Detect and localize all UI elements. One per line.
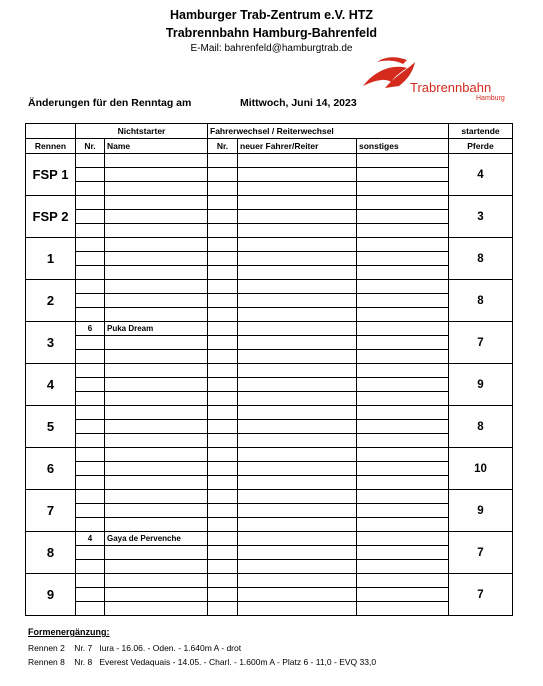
misc-cell bbox=[357, 518, 449, 532]
raceday-date: Mittwoch, Juni 14, 2023 bbox=[240, 97, 357, 109]
nonstarter-name bbox=[105, 378, 208, 392]
driver-change-nr bbox=[208, 574, 238, 588]
nonstarter-name bbox=[105, 266, 208, 280]
nonstarter-nr bbox=[76, 560, 105, 574]
driver-change-nr bbox=[208, 224, 238, 238]
table-header-row-2 bbox=[26, 139, 513, 154]
misc-cell bbox=[357, 490, 449, 504]
starting-horses: 7 bbox=[449, 322, 513, 364]
starting-horses: 8 bbox=[449, 406, 513, 448]
nonstarter-name bbox=[105, 294, 208, 308]
table-row bbox=[26, 294, 513, 308]
nonstarter-nr bbox=[76, 182, 105, 196]
table-row bbox=[26, 406, 513, 420]
misc-cell bbox=[357, 182, 449, 196]
nonstarter-name bbox=[105, 560, 208, 574]
nonstarter-nr bbox=[76, 280, 105, 294]
nonstarter-nr bbox=[76, 490, 105, 504]
new-driver bbox=[238, 434, 357, 448]
new-driver bbox=[238, 196, 357, 210]
driver-change-nr bbox=[208, 308, 238, 322]
table-row bbox=[26, 168, 513, 182]
misc-cell bbox=[357, 448, 449, 462]
nonstarter-name bbox=[105, 504, 208, 518]
starting-horses: 8 bbox=[449, 280, 513, 322]
nonstarter-nr bbox=[76, 378, 105, 392]
name-col-header: Name bbox=[105, 139, 208, 154]
starting-horses: 9 bbox=[449, 364, 513, 406]
driver-change-nr bbox=[208, 378, 238, 392]
org-title: Hamburger Trab-Zentrum e.V. HTZ bbox=[169, 8, 374, 22]
nr-col-header: Nr. bbox=[76, 139, 105, 154]
driver-change-nr bbox=[208, 168, 238, 182]
table-row bbox=[26, 462, 513, 476]
email-line: E-Mail: bahrenfeld@hamburgtrab.de bbox=[190, 43, 353, 54]
race-number: 9 bbox=[26, 574, 76, 616]
starting-horses: 7 bbox=[449, 532, 513, 574]
nonstarter-name bbox=[105, 420, 208, 434]
nonstarter-name bbox=[105, 546, 208, 560]
driver-change-nr bbox=[208, 238, 238, 252]
nonstarter-name bbox=[105, 350, 208, 364]
driver-change-nr bbox=[208, 252, 238, 266]
misc-cell bbox=[357, 154, 449, 168]
driver-change-nr bbox=[208, 420, 238, 434]
changes-table bbox=[25, 123, 513, 616]
nr2-col-header: Nr. bbox=[208, 139, 238, 154]
driver-change-nr bbox=[208, 588, 238, 602]
misc-cell bbox=[357, 322, 449, 336]
driver-change-nr bbox=[208, 350, 238, 364]
new-driver bbox=[238, 420, 357, 434]
driver-change-nr bbox=[208, 476, 238, 490]
nonstarter-name bbox=[105, 252, 208, 266]
starting-horses: 9 bbox=[449, 490, 513, 532]
nonstarter-name bbox=[105, 490, 208, 504]
nonstarter-nr bbox=[76, 420, 105, 434]
nonstarter-name bbox=[105, 602, 208, 616]
table-row bbox=[26, 560, 513, 574]
table-row bbox=[26, 336, 513, 350]
new-driver bbox=[238, 364, 357, 378]
nonstarter-nr bbox=[76, 392, 105, 406]
driver-change-nr bbox=[208, 336, 238, 350]
nonstarter-name bbox=[105, 308, 208, 322]
nonstarter-name bbox=[105, 476, 208, 490]
driver-change-nr bbox=[208, 196, 238, 210]
new-driver bbox=[238, 280, 357, 294]
race-number: 5 bbox=[26, 406, 76, 448]
nonstarter-nr bbox=[76, 224, 105, 238]
misc-cell bbox=[357, 434, 449, 448]
new-driver bbox=[238, 406, 357, 420]
driver-change-nr bbox=[208, 294, 238, 308]
new-driver bbox=[238, 182, 357, 196]
nonstarter-nr bbox=[76, 266, 105, 280]
nonstarter-name bbox=[105, 392, 208, 406]
nonstarter-name: Puka Dream bbox=[105, 322, 208, 336]
starting-horses: 8 bbox=[449, 238, 513, 280]
race-col-header: Rennen bbox=[26, 139, 76, 154]
nonstarter-name bbox=[105, 224, 208, 238]
new-driver-col-header: neuer Fahrer/Reiter bbox=[238, 139, 357, 154]
nonstarter-nr bbox=[76, 308, 105, 322]
table-row bbox=[26, 378, 513, 392]
misc-cell bbox=[357, 574, 449, 588]
table-row bbox=[26, 210, 513, 224]
misc-cell bbox=[357, 392, 449, 406]
misc-cell bbox=[357, 280, 449, 294]
misc-cell bbox=[357, 210, 449, 224]
table-header-row-1 bbox=[26, 124, 513, 139]
starting-horses: 4 bbox=[449, 154, 513, 196]
nonstarter-nr bbox=[76, 252, 105, 266]
nonstarter-nr bbox=[76, 602, 105, 616]
new-driver bbox=[238, 490, 357, 504]
new-driver bbox=[238, 266, 357, 280]
nonstarters-header: Nichtstarter bbox=[76, 124, 208, 139]
new-driver bbox=[238, 308, 357, 322]
nonstarter-nr bbox=[76, 434, 105, 448]
driver-change-nr bbox=[208, 602, 238, 616]
table-row bbox=[26, 602, 513, 616]
table-row bbox=[26, 154, 513, 168]
race-number: FSP 2 bbox=[26, 196, 76, 238]
driver-change-nr bbox=[208, 406, 238, 420]
nonstarter-nr bbox=[76, 294, 105, 308]
nonstarter-name bbox=[105, 182, 208, 196]
nonstarter-name: Gaya de Pervenche bbox=[105, 532, 208, 546]
misc-cell bbox=[357, 364, 449, 378]
race-number: 8 bbox=[26, 532, 76, 574]
new-driver bbox=[238, 336, 357, 350]
nonstarter-nr bbox=[76, 210, 105, 224]
new-driver bbox=[238, 168, 357, 182]
driver-change-nr bbox=[208, 560, 238, 574]
table-row bbox=[26, 308, 513, 322]
race-number: 2 bbox=[26, 280, 76, 322]
misc-cell bbox=[357, 224, 449, 238]
misc-cell bbox=[357, 546, 449, 560]
nonstarter-nr bbox=[76, 518, 105, 532]
new-driver bbox=[238, 560, 357, 574]
table-row bbox=[26, 504, 513, 518]
driver-change-nr bbox=[208, 532, 238, 546]
table-row bbox=[26, 490, 513, 504]
race-number: 1 bbox=[26, 238, 76, 280]
misc-cell bbox=[357, 420, 449, 434]
nonstarter-nr: 4 bbox=[76, 532, 105, 546]
table-row bbox=[26, 588, 513, 602]
nonstarter-nr bbox=[76, 574, 105, 588]
starting-horses: 3 bbox=[449, 196, 513, 238]
race-number: 7 bbox=[26, 490, 76, 532]
nonstarter-name bbox=[105, 280, 208, 294]
supplement-title: Formenergänzung: bbox=[28, 627, 110, 637]
nonstarter-name bbox=[105, 196, 208, 210]
nonstarter-nr bbox=[76, 238, 105, 252]
logo-subtitle: Hamburg bbox=[476, 95, 505, 102]
nonstarter-name bbox=[105, 518, 208, 532]
logo-wordmark: Trabrennbahn bbox=[410, 80, 492, 95]
misc-cell bbox=[357, 168, 449, 182]
venue-title: Trabrennbahn Hamburg-Bahrenfeld bbox=[165, 26, 378, 40]
table-row bbox=[26, 224, 513, 238]
driver-change-nr bbox=[208, 154, 238, 168]
nonstarter-name bbox=[105, 238, 208, 252]
new-driver bbox=[238, 518, 357, 532]
table-row bbox=[26, 434, 513, 448]
misc-cell bbox=[357, 294, 449, 308]
race-number: FSP 1 bbox=[26, 154, 76, 196]
driver-change-nr bbox=[208, 462, 238, 476]
nonstarter-nr bbox=[76, 588, 105, 602]
nonstarter-nr bbox=[76, 196, 105, 210]
supplement-line: Rennen 2 Nr. 7 Iura - 16.06. - Oden. - 1.640m A - drot bbox=[28, 643, 242, 653]
table-row bbox=[26, 322, 513, 336]
new-driver bbox=[238, 154, 357, 168]
nonstarter-name bbox=[105, 364, 208, 378]
new-driver bbox=[238, 476, 357, 490]
misc-cell bbox=[357, 532, 449, 546]
table-row bbox=[26, 266, 513, 280]
driver-change-nr bbox=[208, 504, 238, 518]
table-row bbox=[26, 392, 513, 406]
misc-cell bbox=[357, 308, 449, 322]
new-driver bbox=[238, 448, 357, 462]
new-driver bbox=[238, 532, 357, 546]
misc-cell bbox=[357, 252, 449, 266]
driver-change-nr bbox=[208, 448, 238, 462]
new-driver bbox=[238, 224, 357, 238]
nonstarter-name bbox=[105, 168, 208, 182]
new-driver bbox=[238, 504, 357, 518]
nonstarter-name bbox=[105, 434, 208, 448]
new-driver bbox=[238, 252, 357, 266]
table-row bbox=[26, 546, 513, 560]
driver-change-nr bbox=[208, 322, 238, 336]
table-row bbox=[26, 574, 513, 588]
driver-change-nr bbox=[208, 490, 238, 504]
misc-cell bbox=[357, 378, 449, 392]
table-row bbox=[26, 280, 513, 294]
nonstarter-nr bbox=[76, 448, 105, 462]
nonstarter-nr: 6 bbox=[76, 322, 105, 336]
starting-horses: 10 bbox=[449, 448, 513, 490]
table-row bbox=[26, 476, 513, 490]
race-number: 3 bbox=[26, 322, 76, 364]
nonstarter-nr bbox=[76, 154, 105, 168]
table-row bbox=[26, 252, 513, 266]
nonstarter-nr bbox=[76, 504, 105, 518]
nonstarter-name bbox=[105, 336, 208, 350]
table-row bbox=[26, 350, 513, 364]
table-row bbox=[26, 182, 513, 196]
nonstarter-nr bbox=[76, 462, 105, 476]
misc-cell bbox=[357, 588, 449, 602]
misc-cell bbox=[357, 336, 449, 350]
nonstarter-name bbox=[105, 210, 208, 224]
misc-cell bbox=[357, 560, 449, 574]
nonstarter-name bbox=[105, 574, 208, 588]
new-driver bbox=[238, 392, 357, 406]
nonstarter-name bbox=[105, 588, 208, 602]
driver-change-nr bbox=[208, 182, 238, 196]
new-driver bbox=[238, 210, 357, 224]
misc-cell bbox=[357, 462, 449, 476]
misc-cell bbox=[357, 406, 449, 420]
misc-cell bbox=[357, 196, 449, 210]
nonstarter-name bbox=[105, 154, 208, 168]
driver-change-nr bbox=[208, 266, 238, 280]
table-row bbox=[26, 448, 513, 462]
table-row bbox=[26, 532, 513, 546]
driver-change-nr bbox=[208, 546, 238, 560]
misc-col-header: sonstiges bbox=[357, 139, 449, 154]
supplement-line: Rennen 8 Nr. 8 Everest Vedaquais - 14.05. - Charl. - 1.600m A - Platz 6 - 11,0 - EVQ 33,0 bbox=[28, 657, 377, 667]
new-driver bbox=[238, 574, 357, 588]
new-driver bbox=[238, 238, 357, 252]
new-driver bbox=[238, 350, 357, 364]
new-driver bbox=[238, 294, 357, 308]
nonstarter-nr bbox=[76, 406, 105, 420]
new-driver bbox=[238, 602, 357, 616]
misc-cell bbox=[357, 238, 449, 252]
nonstarter-name bbox=[105, 406, 208, 420]
table-row bbox=[26, 518, 513, 532]
starting-header: startende bbox=[449, 124, 513, 139]
driver-change-nr bbox=[208, 210, 238, 224]
race-number: 6 bbox=[26, 448, 76, 490]
misc-cell bbox=[357, 476, 449, 490]
nonstarter-nr bbox=[76, 476, 105, 490]
new-driver bbox=[238, 588, 357, 602]
changes-label: Änderungen für den Renntag am bbox=[28, 97, 192, 109]
nonstarter-nr bbox=[76, 364, 105, 378]
starting-horses: 7 bbox=[449, 574, 513, 616]
horses-col-header: Pferde bbox=[449, 139, 513, 154]
new-driver bbox=[238, 462, 357, 476]
misc-cell bbox=[357, 350, 449, 364]
table-row bbox=[26, 420, 513, 434]
nonstarter-nr bbox=[76, 546, 105, 560]
nonstarter-nr bbox=[76, 336, 105, 350]
driver-change-nr bbox=[208, 280, 238, 294]
new-driver bbox=[238, 378, 357, 392]
new-driver bbox=[238, 322, 357, 336]
table-row bbox=[26, 238, 513, 252]
misc-cell bbox=[357, 504, 449, 518]
driver-change-nr bbox=[208, 518, 238, 532]
table-row bbox=[26, 364, 513, 378]
driver-change-nr bbox=[208, 364, 238, 378]
nonstarter-name bbox=[105, 462, 208, 476]
misc-cell bbox=[357, 602, 449, 616]
nonstarter-nr bbox=[76, 168, 105, 182]
misc-cell bbox=[357, 266, 449, 280]
new-driver bbox=[238, 546, 357, 560]
driver-changes-header: Fahrerwechsel / Reiterwechsel bbox=[208, 124, 449, 139]
driver-change-nr bbox=[208, 434, 238, 448]
nonstarter-nr bbox=[76, 350, 105, 364]
nonstarter-name bbox=[105, 448, 208, 462]
race-number: 4 bbox=[26, 364, 76, 406]
table-row bbox=[26, 196, 513, 210]
driver-change-nr bbox=[208, 392, 238, 406]
